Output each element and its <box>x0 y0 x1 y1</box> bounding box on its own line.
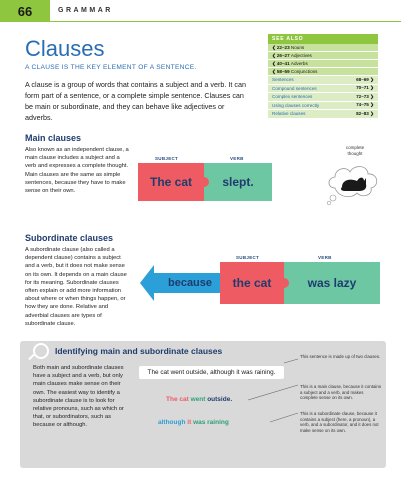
main-clause-subject: The cat <box>166 396 189 403</box>
annotation-lines <box>240 355 300 445</box>
see-also-link[interactable] <box>268 60 378 68</box>
see-also-row[interactable] <box>268 110 378 119</box>
sub-clause-conj: although <box>158 419 186 426</box>
main-clause-rest: outside. <box>207 396 233 403</box>
intro-paragraph: A clause is a group of words that contains a subject and a verb. It can form part of a sentence, or a complete simple sentence. Clauses can be main or subordinate, and they can behave like adjectives or adverbs. <box>25 80 246 122</box>
subject-piece: The cat <box>138 163 204 201</box>
verb-piece: slept. <box>204 163 272 201</box>
see-also-link[interactable] <box>268 52 378 60</box>
subordinate-clauses-heading: Subordinate clauses <box>25 233 114 243</box>
see-also-pages: 40–41 <box>276 61 290 66</box>
chapter-title: GRAMMAR <box>50 0 401 22</box>
see-also-label: Adverbs <box>290 61 308 66</box>
panel-title: Identifying main and subordinate clauses <box>55 346 223 356</box>
verb-label: VERB <box>230 156 244 161</box>
see-also-row-label: Relative clauses <box>272 111 306 117</box>
see-also-row[interactable] <box>268 93 378 102</box>
chevron-right-icon: ❯ <box>370 93 374 99</box>
page-header <box>0 0 401 22</box>
see-also-link[interactable] <box>268 44 378 52</box>
note-sub-clause: This is a subordinate clause, because it contains a subject (here, a pronoun), a verb, and a subordinator, and it does not make sense on its own. <box>300 411 379 433</box>
subordinate-clauses-text: A subordinate clause (also called a dependent clause) contains a subject and a verb, but it does not make sense on its own. It depends on a main clause for its meaning. Subordinate clauses often explain or add more information about where or when things happen, or how they are done. Relative and adverbial clauses are types of subordinate clause. <box>25 247 127 327</box>
see-also-pages: 26–27 <box>276 53 290 58</box>
page-title: Clauses <box>25 36 105 61</box>
see-also-label: Conjunctions <box>290 69 318 74</box>
see-also-pages: 22–23 <box>276 45 290 50</box>
see-also-pages: 58–59 <box>276 69 290 74</box>
conjunction-text: because <box>167 277 213 289</box>
sub-clause-verb: was raining <box>193 419 229 426</box>
chevron-right-icon: ❯ <box>370 102 374 108</box>
sub-clause-subject: it <box>187 419 192 426</box>
verb-label: VERB <box>318 255 332 260</box>
see-also-row-label: Compound sentences <box>272 85 317 91</box>
see-also-heading: SEE ALSO <box>268 34 378 44</box>
see-also-box <box>268 34 378 119</box>
panel-text: Both main and subordinate clauses have a subject and a verb, but only main clauses make sense on their own. The easiest way to identify a subordinate clause is to look for relative pronouns, such as which or that, or subordinators, such as because or although. <box>33 365 124 429</box>
chevron-right-icon: ❯ <box>370 110 374 116</box>
magnifier-icon <box>33 343 49 359</box>
main-clause-example <box>166 396 232 403</box>
page-subtitle: A CLAUSE IS THE KEY ELEMENT OF A SENTENCE. <box>25 64 197 71</box>
note-main-clause: This is a main clause, because it contains a subject and a verb, and makes complete sense on its own. <box>300 384 382 401</box>
see-also-label: Nouns <box>290 45 305 50</box>
cloud-label: complete thought <box>345 145 365 156</box>
chevron-right-icon: ❯ <box>370 76 374 82</box>
subject-label: SUBJECT <box>236 255 260 260</box>
chevron-right-icon: ❯ <box>370 85 374 91</box>
page-number-text: 66 <box>17 3 33 19</box>
chevron-left-icon: ❮ <box>272 44 276 50</box>
sub-clause-example <box>158 419 229 426</box>
see-also-link[interactable] <box>268 68 378 76</box>
thought-cloud-icon <box>323 158 383 206</box>
see-also-row-label: Using clauses correctly <box>272 102 320 108</box>
see-also-row[interactable] <box>268 76 378 85</box>
puzzle-knob <box>199 177 209 187</box>
see-also-row-pages: 74–75 <box>356 102 369 108</box>
note-sentence: This sentence is made up of two clauses. <box>300 354 381 359</box>
chevron-left-icon: ❮ <box>272 68 276 74</box>
see-also-label: Adjectives <box>290 53 312 58</box>
main-clause-verb: went <box>190 396 206 403</box>
see-also-row-pages: 68–69 <box>356 76 369 82</box>
see-also-row-pages: 82–83 <box>356 110 369 116</box>
page-number <box>0 0 50 22</box>
subject-label: SUBJECT <box>155 156 179 161</box>
example-sentence: The cat went outside, although it was raining. <box>139 366 284 379</box>
chevron-left-icon: ❮ <box>272 52 276 58</box>
verb-piece: was lazy <box>284 262 380 304</box>
see-also-row[interactable] <box>268 102 378 111</box>
chevron-left-icon: ❮ <box>272 60 276 66</box>
main-clauses-heading: Main clauses <box>25 133 82 143</box>
see-also-row-pages: 72–73 <box>356 93 369 99</box>
see-also-row-pages: 70–71 <box>356 85 369 91</box>
see-also-row-label: Sentences <box>272 77 294 83</box>
see-also-row-label: Complex sentences <box>272 94 313 100</box>
subject-piece: the cat <box>220 262 284 304</box>
puzzle-knob <box>279 278 289 288</box>
see-also-row[interactable] <box>268 85 378 94</box>
main-clauses-text: Also known as an independent clause, a main clause includes a subject and a verb and expresses a complete thought. Main clauses are the same as simple sentences, because they have to make sense on their own. <box>25 147 129 195</box>
